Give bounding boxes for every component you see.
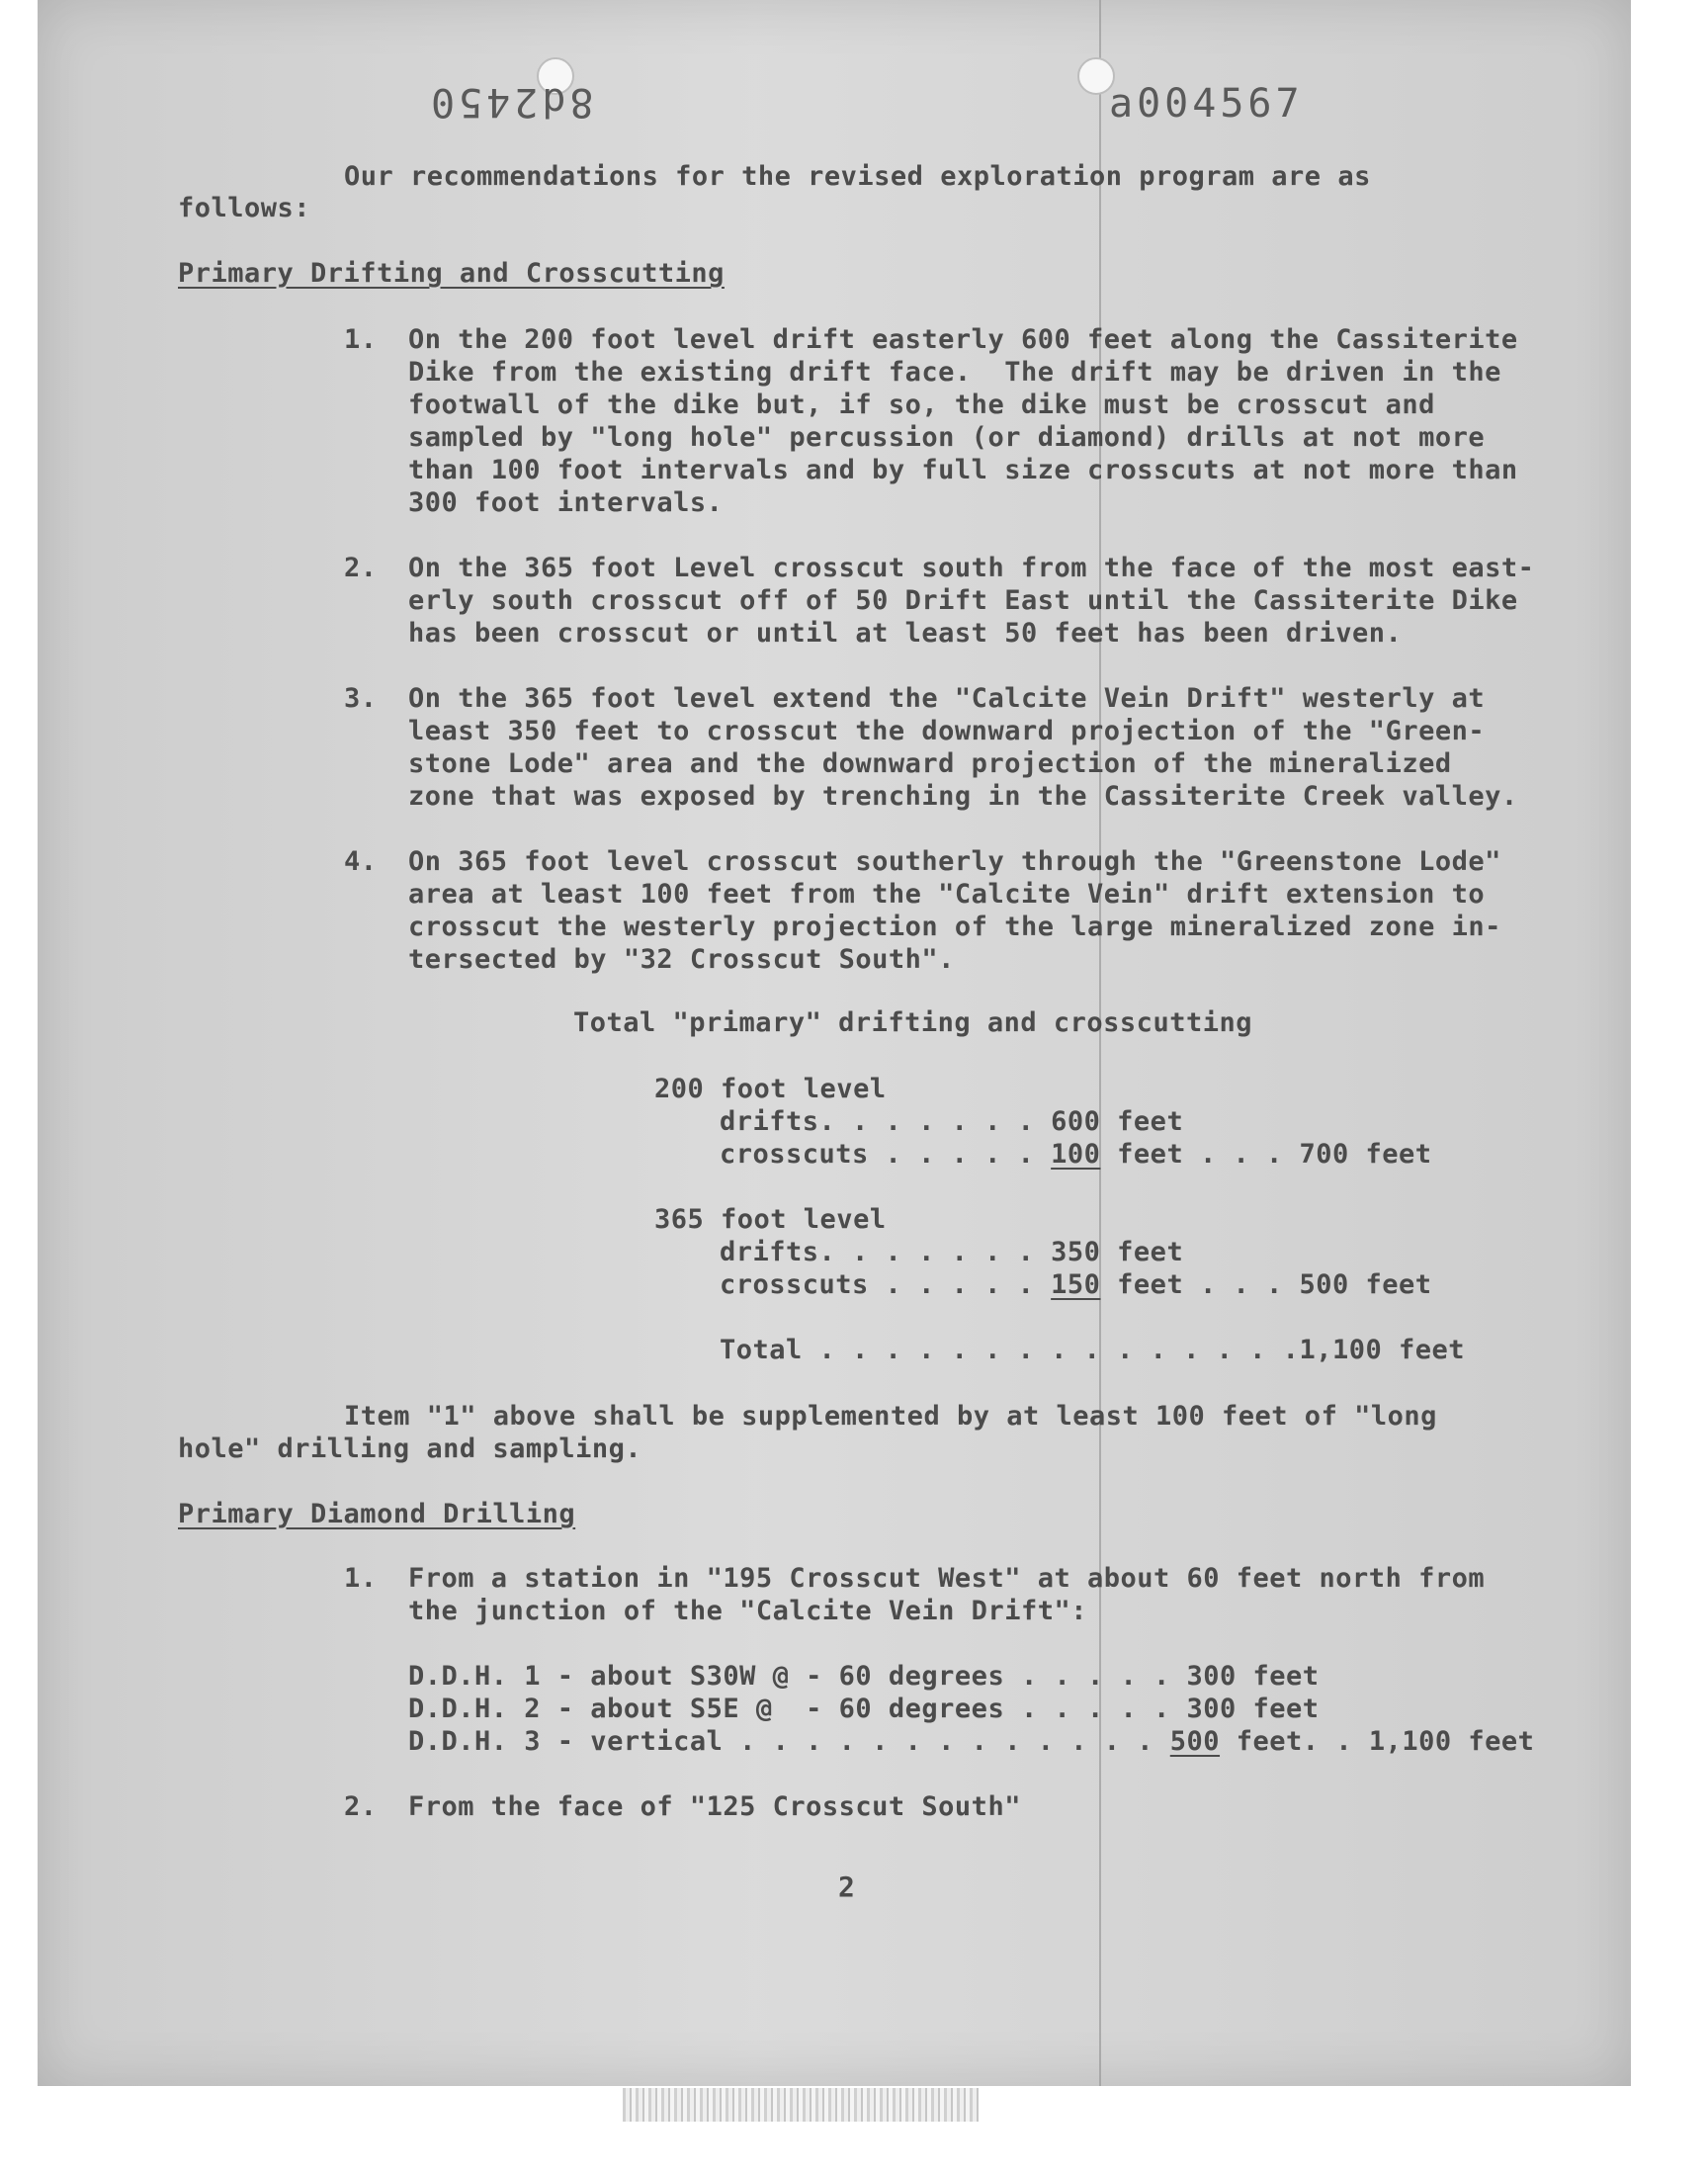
- list-item-line: erly south crosscut off of 50 Drift East until the Cassiterite Dike: [408, 585, 1518, 616]
- drill-hole-row: D.D.H. 2 - about S5E @ - 60 degrees . . . . . 300 feet: [408, 1694, 1320, 1724]
- hole-label: D.D.H. 3 - vertical . . . . . . . . . . . . .: [408, 1726, 1170, 1757]
- list-item-line: the junction of the "Calcite Vein Drift":: [408, 1596, 1087, 1626]
- drill-hole-row: D.D.H. 1 - about S30W @ - 60 degrees . . . . . 300 feet: [408, 1661, 1320, 1692]
- row-subtotal: . . . 700 feet: [1199, 1139, 1432, 1170]
- list-number: 1.: [344, 324, 378, 355]
- intro-line: Our recommendations for the revised exploration program are as: [344, 161, 1371, 192]
- fold-line: [1099, 0, 1101, 2086]
- document-stamp-left: 8d2450: [427, 79, 594, 125]
- row-unit: feet: [1117, 1237, 1184, 1267]
- list-item-line: From the face of "125 Crosscut South": [408, 1791, 1021, 1822]
- document-stamp-right: a004567: [1109, 81, 1304, 127]
- section-heading-diamond-drilling: Primary Diamond Drilling: [178, 1499, 576, 1529]
- level-label: 365 foot level: [654, 1204, 887, 1235]
- list-number: 2.: [344, 553, 378, 583]
- list-number: 1.: [344, 1563, 378, 1594]
- level-label: 200 foot level: [654, 1074, 887, 1104]
- row-unit: feet: [1117, 1139, 1184, 1170]
- list-item-line: has been crosscut or until at least 50 feet has been driven.: [408, 618, 1403, 649]
- list-item-line: stone Lode" area and the downward projection of the mineralized: [408, 748, 1452, 779]
- page-number: 2: [838, 1870, 855, 1903]
- list-number: 4.: [344, 846, 378, 877]
- row-label: crosscuts . . . . .: [720, 1269, 1035, 1300]
- list-item-line: On the 365 foot level extend the "Calcite Vein Drift" westerly at: [408, 683, 1486, 714]
- list-item-line: footwall of the dike but, if so, the dike must be crosscut and: [408, 390, 1435, 420]
- section-heading-drifting: Primary Drifting and Crosscutting: [178, 258, 725, 289]
- list-item-line: Dike from the existing drift face. The drift may be driven in the: [408, 357, 1501, 388]
- note-line: hole" drilling and sampling.: [178, 1434, 642, 1464]
- row-value: 150: [1051, 1269, 1101, 1300]
- summary-row: [720, 1268, 1432, 1301]
- intro-line: follows:: [178, 193, 311, 223]
- list-item-line: crosscut the westerly projection of the large mineralized zone in-: [408, 912, 1501, 942]
- list-number: 2.: [344, 1791, 378, 1822]
- row-subtotal: . . . 500 feet: [1199, 1269, 1432, 1300]
- hole-value: 500: [1169, 1726, 1221, 1757]
- document-page: [38, 0, 1631, 2086]
- row-label: drifts. . . . . . .: [720, 1106, 1035, 1137]
- row-unit: feet: [1117, 1269, 1184, 1300]
- scan-artifact-strip: [623, 2088, 979, 2122]
- list-item-line: tersected by "32 Crosscut South".: [408, 944, 955, 975]
- row-value: 100: [1051, 1139, 1101, 1170]
- row-value: 350: [1051, 1237, 1101, 1267]
- list-item-line: On 365 foot level crosscut southerly through the "Greenstone Lode": [408, 846, 1501, 877]
- summary-total: Total . . . . . . . . . . . . . . .1,100 feet: [720, 1335, 1465, 1365]
- row-label: drifts. . . . . . .: [720, 1237, 1035, 1267]
- list-item-line: sampled by "long hole" percussion (or diamond) drills at not more: [408, 422, 1486, 453]
- list-item-line: 300 foot intervals.: [408, 487, 724, 518]
- list-item-line: zone that was exposed by trenching in the Cassiterite Creek valley.: [408, 781, 1518, 812]
- list-item-line: From a station in "195 Crosscut West" at about 60 feet north from: [408, 1563, 1486, 1594]
- row-value: 600: [1051, 1106, 1101, 1137]
- note-line: Item "1" above shall be supplemented by at least 100 feet of "long: [344, 1401, 1437, 1432]
- list-item-line: area at least 100 feet from the "Calcite Vein" drift extension to: [408, 879, 1486, 910]
- list-item-line: On the 365 foot Level crosscut south from the face of the most east-: [408, 553, 1535, 583]
- summary-row: [720, 1236, 1183, 1268]
- summary-title: Total "primary" drifting and crosscutting: [573, 1007, 1252, 1038]
- list-item-line: On the 200 foot level drift easterly 600 feet along the Cassiterite: [408, 324, 1518, 355]
- drill-hole-row: [408, 1725, 1534, 1758]
- list-item-line: than 100 foot intervals and by full size crosscuts at not more than: [408, 455, 1518, 485]
- list-number: 3.: [344, 683, 378, 714]
- row-label: crosscuts . . . . .: [720, 1139, 1035, 1170]
- list-item-line: least 350 feet to crosscut the downward projection of the "Green-: [408, 716, 1486, 746]
- row-unit: feet: [1117, 1106, 1184, 1137]
- summary-row: [720, 1138, 1432, 1171]
- summary-row: [720, 1105, 1183, 1138]
- hole-tail: feet. . 1,100 feet: [1220, 1726, 1535, 1757]
